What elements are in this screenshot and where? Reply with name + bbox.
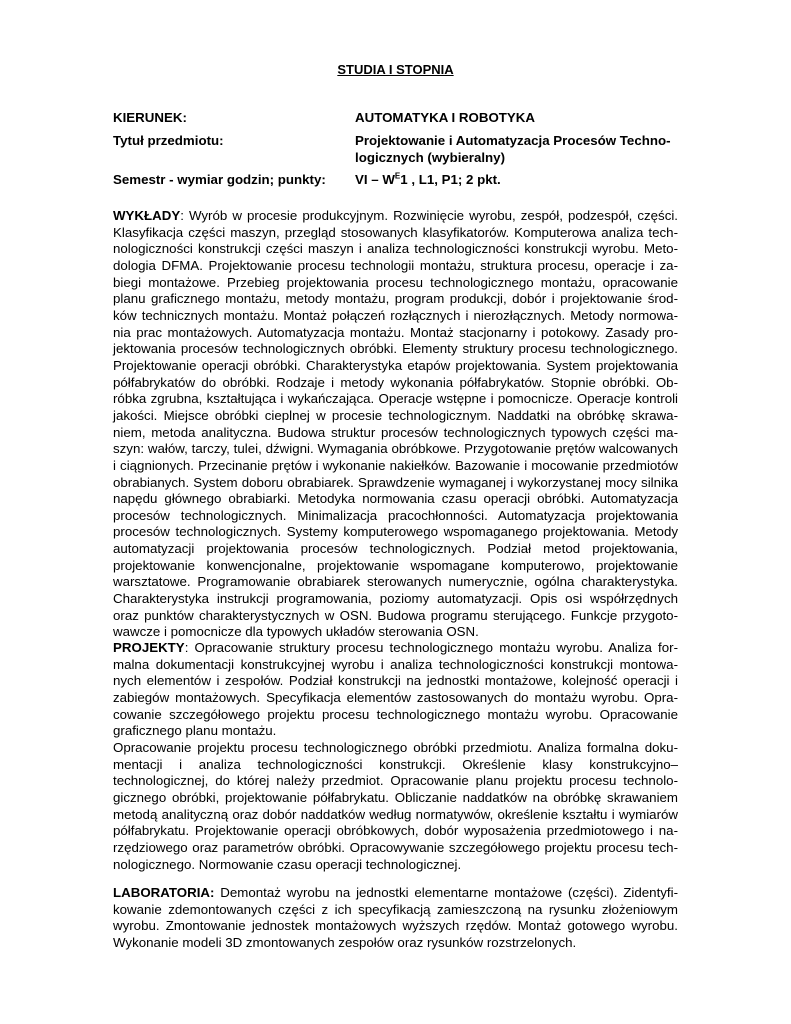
wyklady-label: WYKŁADY xyxy=(113,208,181,223)
semestr-value-post: 1 , L1, P1; 2 pkt. xyxy=(400,172,501,187)
tytul-value: Projektowanie i Automatyzacja Procesów Technologicznych (wybieralny) xyxy=(355,133,671,165)
wyklady-text: : Wyrób w procesie produkcyjnym. Rozwinięcie wyrobu, zespół, podzespół, części. Klasyfikacja części maszyn, przegląd stosowanych klasyfikatorów. Komputerowa analiza technologiczności konstrukcji części maszyn i analiza technologiczności konstrukcji wyrobu. Metodologia DFMA. Projektowanie procesu technologii montażu, struktura procesu, operacje i zabiegi montażowe. Przebieg projektowania procesu technologicznego montażu, opracowanie planu graficznego montażu, metody montażu, program produkcji, dobór i projektowanie środków technicznych montażu. Montaż połączeń rozłącznych i nierozłącznych. Metody normowania prac montażowych. Automatyzacja montażu. Montaż stacjonarny i potokowy. Zasady projektowania procesów technologicznych obróbki. Elementy struktury procesu technologicznego. Projektowanie operacji obróbki. Charakterystyka etapów projektowania. System projektowania półfabrykatów do obróbki. Rodzaje i metody wykonania półfabrykatów. Stopnie obróbki. Obróbka zgrubna, kształtująca i wykańczająca. Operacje wstępne i pomocnicze. Operacje kontroli jakości. Miejsce obróbki cieplnej w procesie technologicznym. Naddatki na obróbkę skrawaniem, metoda analityczna. Budowa struktur procesów technologicznych typowych części maszyn: wałów, tarczy, tulei, dźwigni. Wymagania obróbkowe. Przygotowanie prętów walcowanych i ciągnionych. Przecinanie prętów i wykonanie nakiełków. Bazowanie i mocowanie przedmiotów obrabianych. System doboru obrabiarek. Sprawdzenie wymaganej i wykorzystanej mocy silnika napędu głównego obrabiarki. Metodyka normowania czasu operacji obróbki. Automatyzacja procesów technologicznych. Minimalizacja pracochłonności. Automatyzacja projektowania procesów technologicznych. Systemy komputerowego wspomaganego projektowania. Metody automatyzacji projektowania procesów technologicznych. Podział metod projektowania, projektowanie konwencjonalne, projektowanie wspomagane komputerowo, projektowanie warsztatowe. Programowanie obrabiarek sterowanych numerycznie, ogólna charakterystyka. Charakterystyka instrukcji programowania, poziomy automatyzacji. Opis osi współrzędnych oraz punktów charakterystycznych w OSN. Budowa programu sterującego. Funkcje przygotowawcze i pomocnicze dla typowych układów sterowania OSN. xyxy=(113,208,678,640)
tytul-label: Tytuł przedmiotu: xyxy=(113,133,224,148)
laboratoria-paragraph xyxy=(113,885,678,952)
semestr-value-pre: VI – W xyxy=(355,172,395,187)
semestr-value xyxy=(355,172,680,189)
projekty-label: PROJEKTY xyxy=(113,640,185,655)
page-heading: STUDIA I STOPNIA xyxy=(337,62,454,77)
laboratoria-label: LABORATORIA: xyxy=(113,885,215,900)
kierunek-value: AUTOMATYKA I ROBOTYKA xyxy=(355,110,535,125)
kierunek-label: KIERUNEK: xyxy=(113,110,187,125)
laboratoria-text: Demontaż wyrobu na jednostki elementarne montażowe (części). Zidentyfikowanie zdemontowanych części z ich specyfikacją zamieszczoną na rysunku złożeniowym wyrobu. Zmontowanie jednostek montażowych wyższych rzędów. Montaż gotowego wyrobu. Wykonanie modeli 3D zmontowanych zespołów oraz rysunków rozstrzelonych. xyxy=(113,885,678,950)
wyklady-paragraph xyxy=(113,208,678,641)
semestr-value-sup: E xyxy=(394,171,401,181)
projekty-paragraph xyxy=(113,640,678,873)
projekty-text-2: Opracowanie projektu procesu technologicznego obróbki przedmiotu. Analiza formalna dokumentacji i analiza technologiczności konstrukcji. Określenie klasy konstrukcyjno–technologicznej, do której należy przedmiot. Opracowanie planu projektu procesu technologicznego obróbki, projektowanie półfabrykatu. Obliczanie naddatków na obróbkę skrawaniem metodą analityczną oraz dobór naddatków według normatywów, określenie kształtu i wymiarów półfabrykatu. Projektowanie operacji obróbkowych, dobór wyposażenia przedmiotowego i narzędziowego oraz parametrów obróbki. Opracowywanie szczegółowego projektu procesu technologicznego. Normowanie czasu operacji technologicznej. xyxy=(113,739,678,872)
projekty-text-1: : Opracowanie struktury procesu technologicznego montażu wyrobu. Analiza formalna dokumentacji konstrukcyjnej wyrobu i analiza technologiczności konstrukcji montowanych elementów i zespołów. Podział konstrukcji na jednostki montażowe, kolejność operacji i zabiegów montażowych. Specyfikacja elementów zastosowanych do montażu wyrobu. Opracowanie szczegółowego projektu procesu technologicznego montażu wyrobu. Opracowanie graficznego planu montażu. xyxy=(113,640,678,739)
semestr-label: Semestr - wymiar godzin; punkty: xyxy=(113,172,326,187)
